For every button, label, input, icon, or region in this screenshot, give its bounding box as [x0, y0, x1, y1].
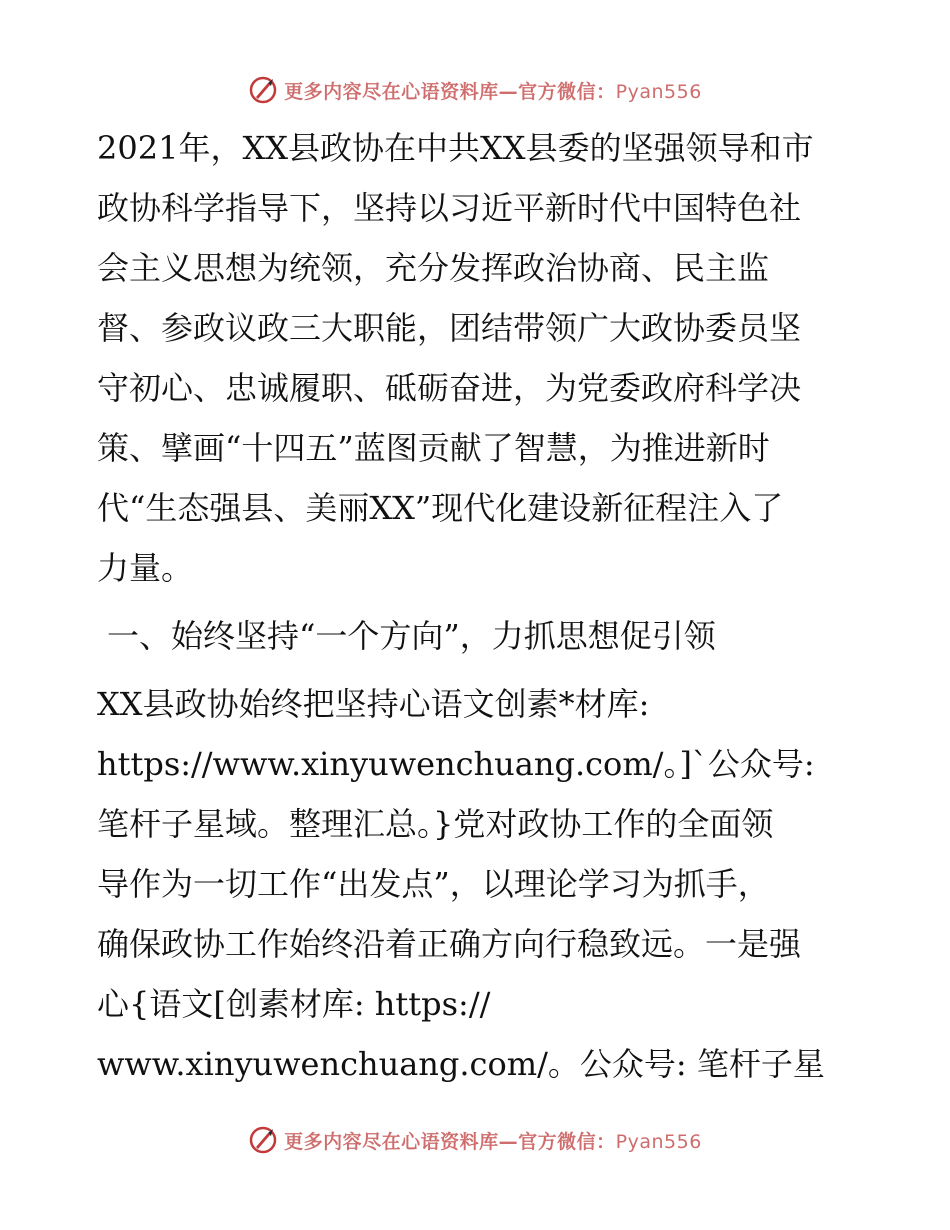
document-body	[97, 118, 857, 1094]
wechat-id: Pyan556	[615, 80, 702, 103]
header-banner	[0, 70, 950, 110]
text-line: 督、参政议政三大职能，团结带领广大政协委员坚	[97, 309, 802, 347]
quill-logo-icon	[248, 75, 278, 105]
banner-text: 更多内容尽在心语资料库—官方微信：	[284, 1130, 616, 1153]
quill-logo-icon	[248, 1125, 278, 1155]
text-line: 政协科学指导下，坚持以习近平新时代中国特色社	[97, 189, 802, 227]
text-line: 会主义思想为统领，充分发挥政治协商、民主监	[97, 249, 770, 287]
banner-text: 更多内容尽在心语资料库—官方微信：	[284, 80, 616, 103]
section-heading: 一、始终坚持“一个方向”，力抓思想促引领	[107, 617, 716, 655]
text-line: XX县政协始终把坚持心语文创素*材库:	[97, 685, 650, 723]
wechat-id: Pyan556	[615, 1130, 702, 1153]
text-line: www.xinyuwenchuang.com/。公众号: 笔杆子星	[97, 1045, 825, 1083]
footer-banner	[0, 1120, 950, 1160]
text-line: 力量。	[97, 549, 194, 587]
text-line: 策、擘画“十四五”蓝图贡献了智慧，为推进新时	[97, 429, 770, 467]
paragraph-section-1	[97, 674, 857, 1094]
text-line: 心{语文[创素材库: https://	[97, 985, 491, 1023]
text-line: 笔杆子星域。整理汇总。}党对政协工作的全面领	[97, 805, 774, 843]
paragraph-intro	[97, 118, 857, 598]
banner-label	[284, 1127, 702, 1154]
text-line: 确保政协工作始终沿着正确方向行稳致远。一是强	[97, 925, 802, 963]
banner-label	[284, 77, 702, 104]
text-line: https://www.xinyuwenchuang.com/。]`公众号:	[97, 745, 815, 783]
text-line: 2021年，XX县政协在中共XX县委的坚强领导和市	[97, 129, 814, 167]
text-line: 守初心、忠诚履职、砥砺奋进，为党委政府科学决	[97, 369, 802, 407]
text-line: 代“生态强县、美丽XX”现代化建设新征程注入了	[97, 489, 784, 527]
text-line: 导作为一切工作“出发点”，以理论学习为抓手，	[97, 865, 770, 903]
